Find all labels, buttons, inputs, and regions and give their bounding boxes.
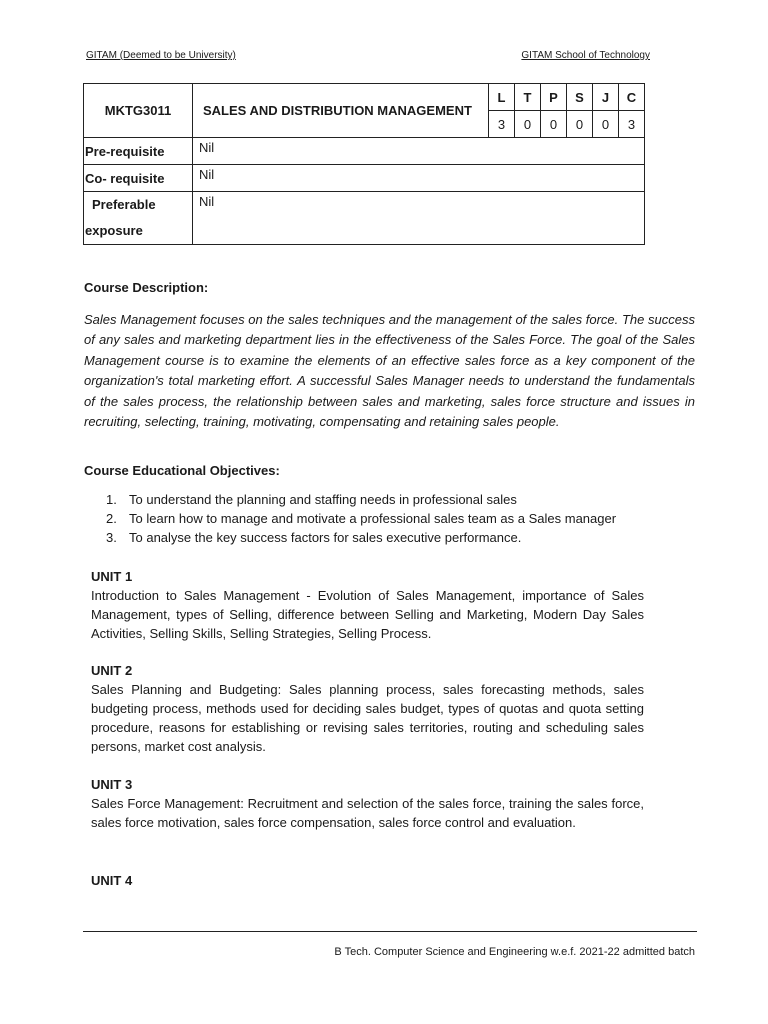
credit-header-j: J [593, 84, 619, 111]
list-item [84, 490, 704, 509]
credit-header-t: T [515, 84, 541, 111]
list-item [84, 509, 704, 528]
list-number: 1. [106, 492, 117, 507]
list-number: 2. [106, 511, 117, 526]
credit-value-t: 0 [515, 111, 541, 138]
unit-heading: UNIT 2 [91, 663, 133, 678]
credit-header-c: C [619, 84, 645, 111]
header-university: GITAM (Deemed to be University) [86, 50, 236, 61]
course-title: SALES AND DISTRIBUTION MANAGEMENT [193, 84, 489, 138]
preferable-label: Preferable [92, 197, 156, 212]
credit-value-c: 3 [619, 111, 645, 138]
unit-body: Sales Planning and Budgeting: Sales planning process, sales forecasting methods, sales budgeting process, methods used for deciding sales budget, types of quotas and quota setting procedure, reasons for establishing or revising sales territories, routing and scheduling sales persons, market cost analysis. [91, 682, 644, 754]
credit-value-p: 0 [541, 111, 567, 138]
list-item [84, 528, 704, 547]
unit-heading: UNIT 1 [91, 569, 133, 584]
preferable-exposure-label [84, 192, 193, 245]
footer-text: B Tech. Computer Science and Engineering w.e.f. 2021-22 admitted batch [334, 946, 695, 958]
credit-header-s: S [567, 84, 593, 111]
objectives-title: Course Educational Objectives: [84, 463, 280, 478]
unit-body: Sales Force Management: Recruitment and selection of the sales force, training the sales force, sales force motivation, sales force compensation, sales force control and evaluation. [91, 796, 644, 830]
credit-header-p: P [541, 84, 567, 111]
unit-heading: UNIT 3 [91, 777, 133, 792]
list-text: To learn how to manage and motivate a professional sales team as a Sales manager [129, 511, 617, 526]
unit-2 [91, 661, 644, 756]
prerequisite-value: Nil [193, 138, 645, 165]
unit-3 [91, 775, 644, 832]
exposure-label: exposure [85, 223, 143, 238]
preferable-exposure-value: Nil [193, 192, 645, 245]
list-number: 3. [106, 530, 117, 545]
course-code: MKTG3011 [84, 84, 193, 138]
credit-value-l: 3 [489, 111, 515, 138]
list-text: To analyse the key success factors for sales executive performance. [129, 530, 522, 545]
corequisite-value: Nil [193, 165, 645, 192]
header-school: GITAM School of Technology [521, 50, 650, 61]
course-description-title: Course Description: [84, 280, 209, 295]
prerequisite-label: Pre-requisite [84, 138, 193, 165]
footer-divider [83, 931, 697, 932]
list-text: To understand the planning and staffing needs in professional sales [129, 492, 517, 507]
objectives-list [84, 490, 704, 547]
unit-body: Introduction to Sales Management - Evolution of Sales Management, importance of Sales Management, types of Selling, difference between Selling and Marketing, Modern Day Sales Activities, Selling Skills, Selling Strategies, Selling Process. [91, 588, 644, 641]
unit-1 [91, 567, 644, 643]
unit-heading: UNIT 4 [91, 873, 133, 888]
corequisite-label: Co- requisite [84, 165, 193, 192]
credit-value-j: 0 [593, 111, 619, 138]
course-info-table [83, 83, 645, 245]
credit-header-l: L [489, 84, 515, 111]
unit-4 [91, 871, 644, 890]
course-description-text: Sales Management focuses on the sales techniques and the management of the sales force. The success of any sales and marketing department lies in the effectiveness of the Sales Force. The goal of the Sales Management course is to examine the elements of an effective sales force as a key component of the organization's total marketing effort. A successful Sales Manager needs to understand the fundamentals of the sales process, the relationship between sales and marketing, sales force structure and issues in recruiting, selecting, training, motivating, compensating and retaining sales people. [84, 312, 695, 430]
credit-value-s: 0 [567, 111, 593, 138]
